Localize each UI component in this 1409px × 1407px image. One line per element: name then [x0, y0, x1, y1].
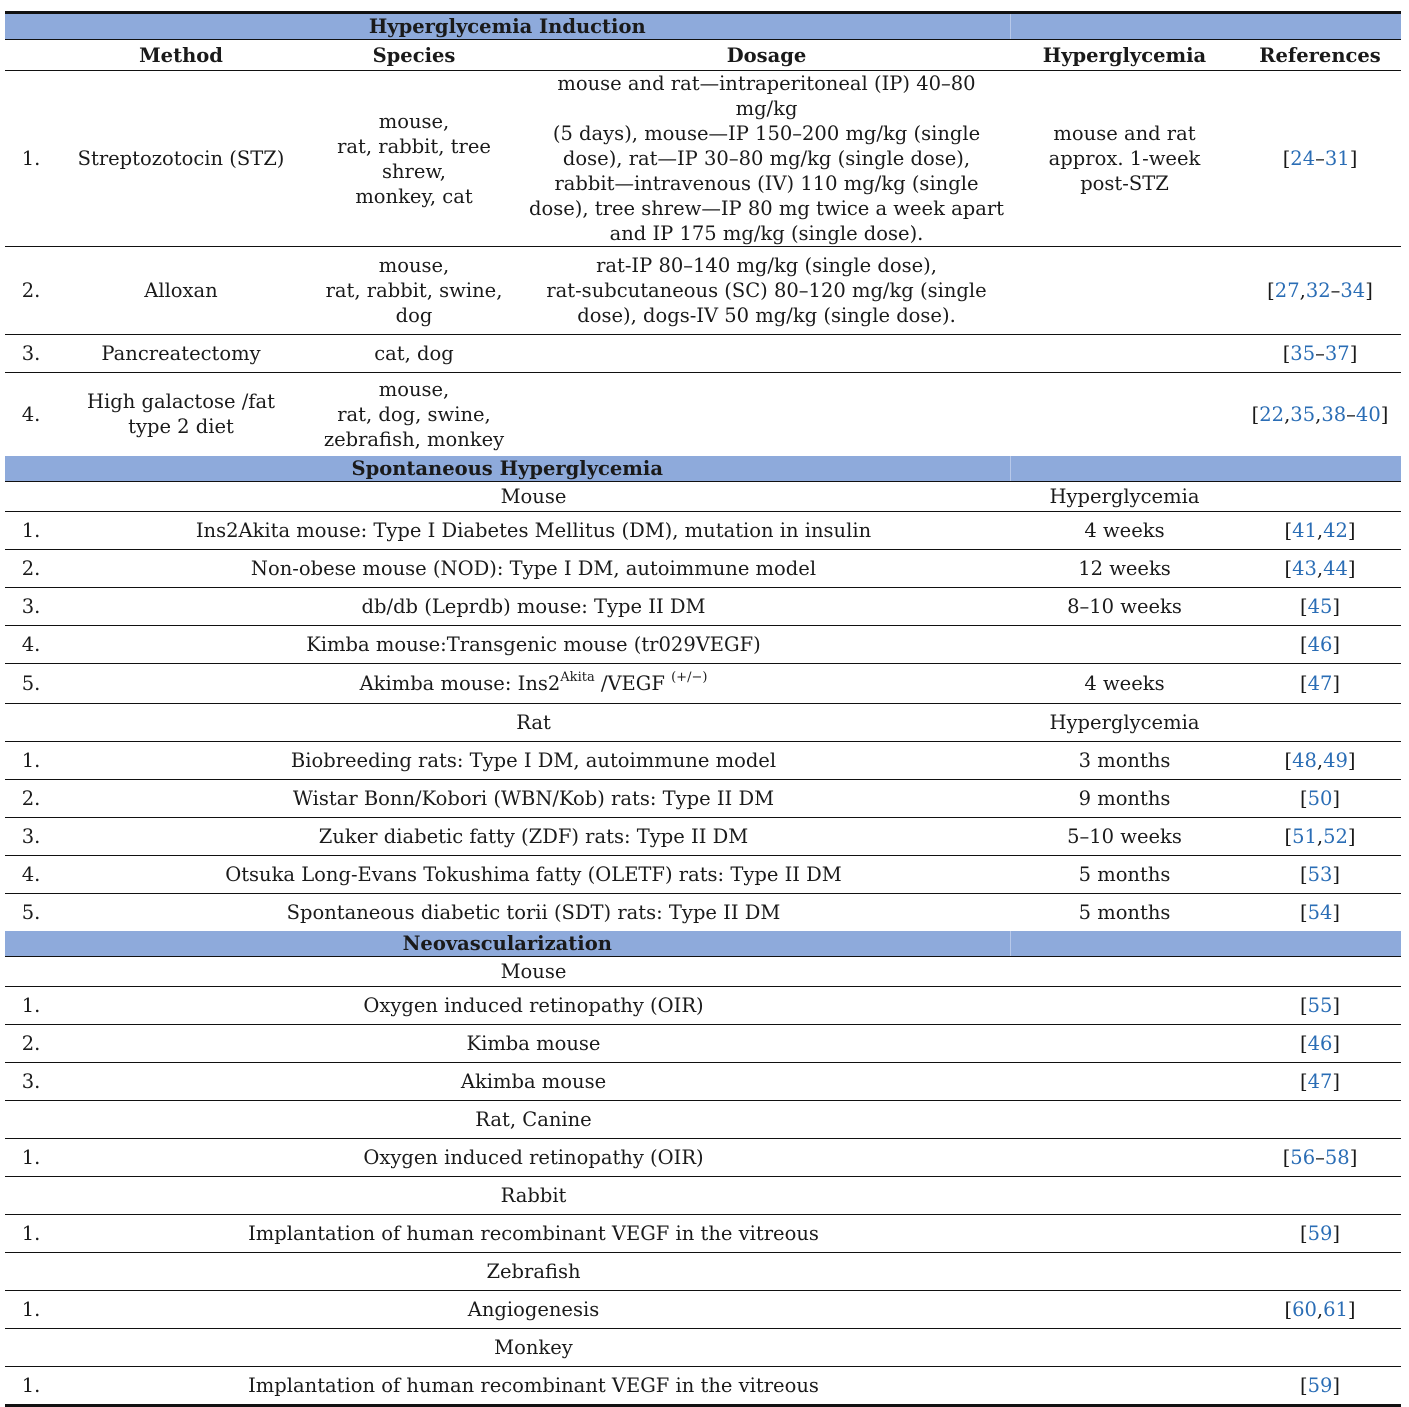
- reference-link[interactable]: 22: [1259, 402, 1285, 426]
- header-dosage: Dosage: [523, 40, 1010, 71]
- reference-link[interactable]: 48: [1292, 748, 1317, 772]
- section-title-spontaneous: Spontaneous Hyperglycemia: [5, 456, 1010, 482]
- table-row: 3. Akimba mouse [47]: [5, 1062, 1401, 1100]
- species-cell: cat, dog: [305, 335, 523, 373]
- reference-cell: [47]: [1239, 1062, 1401, 1100]
- reference-link[interactable]: 59: [1307, 1373, 1333, 1397]
- reference-link[interactable]: 32: [1305, 279, 1331, 302]
- reference-link[interactable]: 46: [1307, 632, 1333, 656]
- dosage-cell: rat-IP 80–140 mg/kg (single dose), rat-subcutaneous (SC) 80–120 mg/kg (single dose), dogs-IV 50 mg/kg (single dose).: [523, 247, 1010, 335]
- model-cell: Implantation of human recombinant VEGF in the vitreous: [57, 1366, 1010, 1405]
- reference-link[interactable]: 47: [1307, 671, 1333, 695]
- table-row: 1. Oxygen induced retinopathy (OIR) [55]: [5, 986, 1401, 1024]
- group-label: Mouse: [57, 481, 1010, 511]
- dosage-cell: mouse and rat—intraperitoneal (IP) 40–80 mg/kg (5 days), mouse—IP 150–200 mg/kg (single dose), rat—IP 30–80 mg/kg (single dose), rabbit—intravenous (IV) 110 mg/kg (single dose), tree shrew—IP 80 mg twice a week apart and IP 175 mg/kg (single dose).: [523, 71, 1010, 247]
- reference-link[interactable]: 51: [1292, 824, 1317, 848]
- group-label: Monkey: [57, 1328, 1010, 1366]
- species-cell: mouse, rat, rabbit, tree shrew, monkey, cat: [305, 71, 523, 247]
- hyperglycemia-cell: 8–10 weeks: [1010, 587, 1239, 625]
- header-species: Species: [305, 40, 523, 71]
- reference-link[interactable]: 35: [1290, 402, 1316, 426]
- hyperglycemia-cell: [1010, 625, 1239, 663]
- reference-link[interactable]: 31: [1324, 147, 1350, 170]
- header-references: References: [1239, 40, 1401, 71]
- table-row: 5. Spontaneous diabetic torii (SDT) rats: Type II DM 5 months [54]: [5, 893, 1401, 931]
- reference-cell: [50]: [1239, 779, 1401, 817]
- group-label: Zebrafish: [57, 1252, 1010, 1290]
- group-row: [5, 1328, 1401, 1366]
- reference-cell: [43,44]: [1239, 549, 1401, 587]
- table-row: 1. Implantation of human recombinant VEGF in the vitreous [59]: [5, 1214, 1401, 1252]
- reference-link[interactable]: 46: [1307, 1031, 1333, 1055]
- section-band-induction: [5, 13, 1401, 40]
- group-label: Rabbit: [57, 1176, 1010, 1214]
- group-hyp-header: Hyperglycemia: [1010, 703, 1239, 741]
- reference-link[interactable]: 56: [1290, 1145, 1316, 1169]
- header-hyperglycemia: Hyperglycemia: [1010, 40, 1239, 71]
- hyperglycemia-cell: 3 months: [1010, 741, 1239, 779]
- model-cell: Implantation of human recombinant VEGF in the vitreous: [57, 1214, 1010, 1252]
- reference-link[interactable]: 58: [1324, 1145, 1350, 1169]
- group-row: [5, 1252, 1401, 1290]
- reference-link[interactable]: 27: [1274, 279, 1300, 302]
- model-cell: Oxygen induced retinopathy (OIR): [57, 986, 1010, 1024]
- model-cell: Biobreeding rats: Type I DM, autoimmune model: [57, 741, 1010, 779]
- model-cell: Spontaneous diabetic torii (SDT) rats: Type II DM: [286, 900, 781, 924]
- reference-link[interactable]: 45: [1307, 594, 1333, 618]
- table-row: 2. Alloxan mouse, rat, rabbit, swine, dog rat-IP 80–140 mg/kg (single dose), rat-subcutaneous (SC) 80–120 mg/kg (single dose), dogs-IV 50 mg/kg (single dose). [27,32–34]: [5, 247, 1401, 335]
- method-cell: Streptozotocin (STZ): [57, 71, 305, 247]
- reference-link[interactable]: 55: [1307, 993, 1333, 1017]
- reference-link[interactable]: 50: [1307, 786, 1333, 810]
- reference-link[interactable]: 43: [1292, 556, 1317, 580]
- method-cell: Alloxan: [57, 247, 305, 335]
- table-row: 4. Kimba mouse:Transgenic mouse (tr029VEGF) [46]: [5, 625, 1401, 663]
- model-cell: Non-obese mouse (NOD): Type I DM, autoimmune model: [57, 549, 1010, 587]
- reference-cell: [22,35,38–40]: [1251, 402, 1389, 426]
- table-row: 1. Angiogenesis [60,61]: [5, 1290, 1401, 1328]
- model-cell: Zuker diabetic fatty (ZDF) rats: Type II DM: [57, 817, 1010, 855]
- group-row-mouse: [5, 481, 1401, 511]
- reference-link[interactable]: 34: [1340, 279, 1366, 302]
- table-row: 4. Otsuka Long-Evans Tokushima fatty (OLETF) rats: Type II DM 5 months [53]: [5, 855, 1401, 893]
- model-cell: Oxygen induced retinopathy (OIR): [57, 1138, 1010, 1176]
- model-cell: Otsuka Long-Evans Tokushima fatty (OLETF) rats: Type II DM: [57, 855, 1010, 893]
- hyperglycemia-cell: 4 weeks: [1010, 511, 1239, 549]
- diabetic-models-table: [5, 11, 1401, 1407]
- reference-cell: [24–31]: [1239, 71, 1401, 247]
- reference-link[interactable]: 60: [1292, 1297, 1317, 1321]
- reference-cell: [59]: [1239, 1214, 1401, 1252]
- method-cell: High galactose /fat type 2 diet: [87, 390, 275, 439]
- group-row: [5, 956, 1401, 986]
- species-cell: mouse, rat, rabbit, swine, dog: [305, 247, 523, 335]
- group-row: [5, 1100, 1401, 1138]
- reference-link[interactable]: 54: [1307, 900, 1333, 924]
- section-band-spontaneous: [5, 456, 1401, 482]
- reference-link[interactable]: 35: [1290, 342, 1316, 365]
- table-row: 2. Kimba mouse [46]: [5, 1024, 1401, 1062]
- model-cell: Ins2Akita mouse: Type I Diabetes Mellitus (DM), mutation in insulin: [57, 511, 1010, 549]
- reference-cell: [60,61]: [1239, 1290, 1401, 1328]
- column-header-row: [5, 40, 1401, 71]
- group-label: Rat, Canine: [57, 1100, 1010, 1138]
- table-row: 2. Wistar Bonn/Kobori (WBN/Kob) rats: Type II DM 9 months [50]: [5, 779, 1401, 817]
- section-title-neovascularization: Neovascularization: [5, 931, 1010, 957]
- section-title-induction: Hyperglycemia Induction: [5, 13, 1010, 40]
- table-row: 3. db/db (Leprdb) mouse: Type II DM 8–10 weeks [45]: [5, 587, 1401, 625]
- reference-link[interactable]: 44: [1323, 556, 1348, 580]
- model-cell: Angiogenesis: [57, 1290, 1010, 1328]
- reference-cell: [35–37]: [1239, 335, 1401, 373]
- table-row: 1. Biobreeding rats: Type I DM, autoimmune model 3 months [48,49]: [5, 741, 1401, 779]
- hyperglycemia-cell: 5 months: [1078, 900, 1171, 924]
- hyperglycemia-cell: mouse and rat approx. 1-week post-STZ: [1010, 71, 1239, 247]
- table-row: 3. Pancreatectomy cat, dog [35–37]: [5, 335, 1401, 373]
- model-cell: db/db (Leprdb) mouse: Type II DM: [57, 587, 1010, 625]
- reference-link[interactable]: 42: [1323, 518, 1348, 542]
- table-row: 1. Oxygen induced retinopathy (OIR) [56–58]: [5, 1138, 1401, 1176]
- model-cell: Akimba mouse: [57, 1062, 1010, 1100]
- reference-cell: [46]: [1239, 625, 1401, 663]
- reference-cell: [53]: [1239, 855, 1401, 893]
- table-row: 5. Akimba mouse: $Ins2^{Akita}$ /VEGF (+/−) 4 weeks [47]: [5, 663, 1401, 703]
- group-row: [5, 1176, 1401, 1214]
- reference-cell: [48,49]: [1239, 741, 1401, 779]
- group-hyp-header: Hyperglycemia: [1010, 481, 1239, 511]
- reference-cell: [27,32–34]: [1239, 247, 1401, 335]
- reference-link[interactable]: 61: [1323, 1297, 1348, 1321]
- reference-cell: [46]: [1239, 1024, 1401, 1062]
- reference-cell: [51,52]: [1239, 817, 1401, 855]
- reference-cell: [54]: [1299, 900, 1341, 924]
- reference-cell: [47]: [1239, 663, 1401, 703]
- hyperglycemia-cell: 5–10 weeks: [1010, 817, 1239, 855]
- reference-link[interactable]: 52: [1323, 824, 1348, 848]
- reference-link[interactable]: 49: [1323, 748, 1348, 772]
- reference-link[interactable]: 59: [1307, 1221, 1333, 1245]
- reference-link[interactable]: 40: [1355, 402, 1381, 426]
- table-row: 1. Ins2Akita mouse: Type I Diabetes Mellitus (DM), mutation in insulin 4 weeks [41,42]: [5, 511, 1401, 549]
- reference-cell: [56–58]: [1239, 1138, 1401, 1176]
- species-cell: mouse, rat, dog, swine, zebrafish, monkey: [323, 377, 505, 451]
- table-row: 4. High galactose /fat type 2 diet mouse, rat, dog, swine, zebrafish, monkey [22,35,38–40]: [5, 373, 1401, 456]
- section-band-neovascularization: [5, 931, 1401, 957]
- model-cell: Wistar Bonn/Kobori (WBN/Kob) rats: Type II DM: [57, 779, 1010, 817]
- reference-link[interactable]: 53: [1307, 862, 1333, 886]
- reference-link[interactable]: 37: [1324, 342, 1350, 365]
- table-row: 3. Zuker diabetic fatty (ZDF) rats: Type II DM 5–10 weeks [51,52]: [5, 817, 1401, 855]
- reference-cell: [45]: [1239, 587, 1401, 625]
- group-row-rat: [5, 703, 1401, 741]
- hyperglycemia-cell: 4 weeks: [1010, 663, 1239, 703]
- reference-cell: [55]: [1239, 986, 1401, 1024]
- reference-link[interactable]: 47: [1307, 1069, 1333, 1093]
- reference-link[interactable]: 41: [1292, 518, 1317, 542]
- hyperglycemia-cell: 5 months: [1010, 855, 1239, 893]
- hyperglycemia-cell: 12 weeks: [1010, 549, 1239, 587]
- group-label: Rat: [57, 703, 1010, 741]
- table-row: 1. Streptozotocin (STZ) mouse, rat, rabbit, tree shrew, monkey, cat mouse and rat—intraperitoneal (IP) 40–80 mg/kg (5 days), mouse—IP 150–200 mg/kg (single dose), rat—IP 30–80 mg/kg (single dose), rabbit—intravenous (IV) 110 mg/kg (single dose), tree shrew—IP 80 mg twice a week apart and IP 175 mg/kg (single dose). mouse and rat approx. 1-week post-STZ [24–31]: [5, 71, 1401, 247]
- table-row: 1. Implantation of human recombinant VEGF in the vitreous [59]: [5, 1366, 1401, 1405]
- method-cell: Pancreatectomy: [57, 335, 305, 373]
- reference-cell: [59]: [1239, 1366, 1401, 1405]
- table-row: 2. Non-obese mouse (NOD): Type I DM, autoimmune model 12 weeks [43,44]: [5, 549, 1401, 587]
- reference-link[interactable]: 38: [1321, 402, 1347, 426]
- reference-link[interactable]: 24: [1290, 147, 1316, 170]
- model-cell: Akimba mouse: $Ins2^{Akita}$ /VEGF (+/−): [57, 663, 1010, 703]
- model-cell: Kimba mouse:Transgenic mouse (tr029VEGF): [57, 625, 1010, 663]
- reference-cell: [41,42]: [1239, 511, 1401, 549]
- header-method: Method: [57, 40, 305, 71]
- model-cell: Kimba mouse: [57, 1024, 1010, 1062]
- group-label: Mouse: [57, 956, 1010, 986]
- hyperglycemia-cell: 9 months: [1010, 779, 1239, 817]
